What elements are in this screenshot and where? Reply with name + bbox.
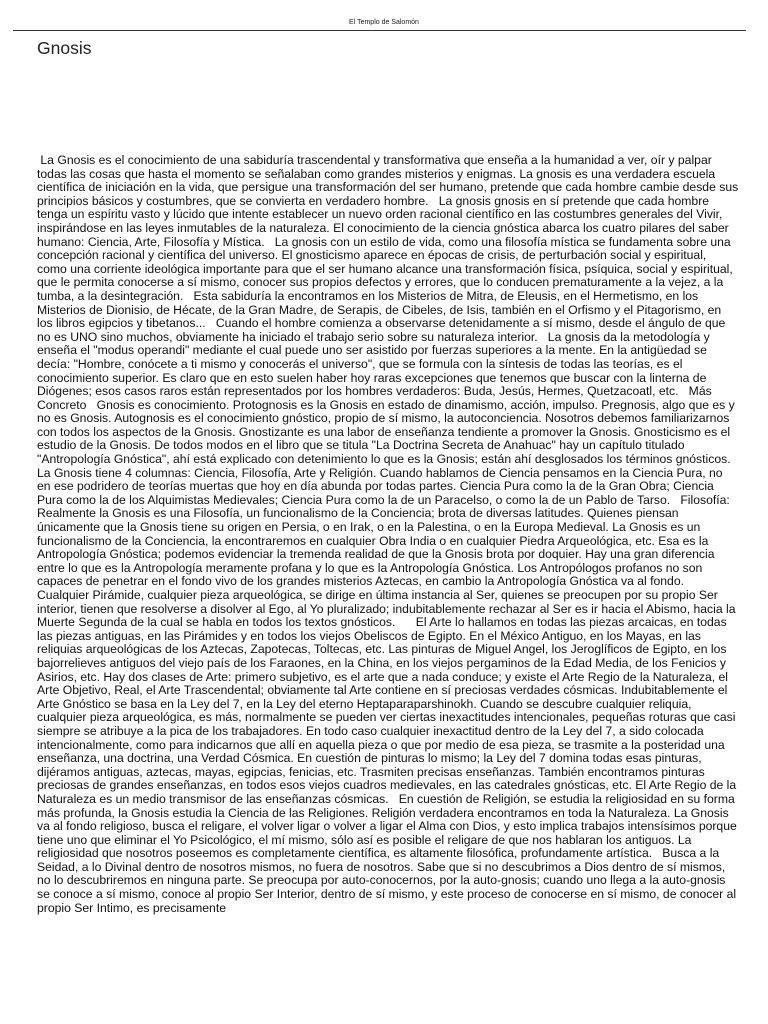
running-header: El Templo de Salomón (349, 19, 419, 26)
page-title: Gnosis (37, 38, 92, 58)
header-divider (13, 30, 746, 31)
body-text: La Gnosis es el conocimiento de una sabiduría trascendental y transformativa que enseña a la humanidad a ver, oír y palpar todas las cosas que hasta el momento se señalaban como grandes misterios y enigmas. La gnosis es una verdadera escuela científica de iniciación en la vida, que persigue una transformación del ser humano, pretende que cada hombre cambie desde sus principios básicos y costumbres, que se convierta en verdadero hombre. La gnosis gnosis en sí pretende que cada hombre tenga un espíritu vasto y lúcido que intente establecer un nuevo orden racional científico en las costumbres generales del Vivir, inspirándose en las leyes inmutables de la naturaleza. El conocimiento de la ciencia gnóstica abarca los cuatro pilares del saber humano: Ciencia, Arte, Filosofía y Mística. La gnosis con un estilo de vida, como una filosofía mística se fundamenta sobre una concepción racional y científica del universo. El gnosticismo aparece en épocas de crisis, de perturbación social y espiritual, como una corriente ideológica importante para que el ser humano alcance una transformación física, psíquica, social y espiritual, que le permita conocerse a sí mismo, conocer sus propios defectos y errores, que lo conducen prematuramente a la vejez, a la tumba, a la desintegración. Esta sabiduría la encontramos en los Misterios de Mitra, de Eleusis, en el Hermetismo, en los Misterios de Dionisio, de Hécate, de la Gran Madre, de Serapis, de Cibeles, de Isis, también en el Orfismo y el Pitagorismo, en los libros egipcios y tibetanos... Cuando el hombre comienza a observarse detenidamente a sí mismo, desde el ángulo de que no es UNO sino muchos, obviamente ha iniciado el trabajo serio sobre su naturaleza interior. La gnosis da la metodología y enseña el "modus operandi" mediante el cual puede uno ser asistido por fuerzas superiores a la mente. En la antigüedad se decía: "Hombre, conócete a ti mismo y conocerás el universo", que se formula con la síntesis de todas las teorías, es el conocimiento superior. Es claro que en esto suelen haber hoy raras excepciones que tenemos que buscar con la linterna de Diógenes; esos casos raros están representados por los hombres verdaderos: Buda, Jesús, Hermes, Quetzacoatl, etc. Más Concreto Gnosis es conocimiento. Protognosis es la Gnosis en estado de dinamismo, acción, impulso. Pregnosis, algo que es y no es Gnosis. Autognosis es el conocimiento gnóstico, propio de sí mismo, la autoconciencia. Nosotros debemos familiarizarnos con todos los aspectos de la Gnosis. Gnostizante es una labor de enseñanza tendiente a promover la Gnosis. Gnosticismo es el estudio de la Gnosis. De todos modos en el libro que se titula "La Doctrina Secreta de Anahuac" hay un capítulo titulado "Antropología Gnóstica", ahí está explicado con detenimiento lo que es la Gnosis; están ahí desglosados los términos gnósticos. La Gnosis tiene 4 columnas: Ciencia, Filosofía, Arte y Religión. Cuando hablamos de Ciencia pensamos en la Ciencia Pura, no en ese podridero de teorías muertas que hoy en día abunda por todas partes. Ciencia Pura como la de la Gran Obra; Ciencia Pura como la de los Alquimistas Medievales; Ciencia Pura como la de un Paracelso, o como la de un Pablo de Tarso. Filosofía: Realmente la Gnosis es una Filosofía, un funcionalismo de la Conciencia; brota de diversas latitudes. Quienes piensan únicamente que la Gnosis tiene su origen en Persia, o en Irak, o en la Palestina, o en la Europa Medieval. La Gnosis es un funcionalismo de la Conciencia, la encontraremos en cualquier Obra India o en cualquier Piedra Arqueológica, etc. Esa es la Antropología Gnóstica; podemos evidenciar la tremenda realidad de que la Gnosis brota por doquier. Hay una gran diferencia entre lo que es la Antropología meramente profana y lo que es la Antropología Gnóstica. Los Antropólogos profanos no son capaces de penetrar en el fondo vivo de los grandes misterios Aztecas, en cambio la Antropología Gnóstica va al fondo. Cualquier Pirámide, cualquier pieza arqueológica, se dirige en última instancia al Ser, quienes se preocupen por su propio Ser interior, tienen que resolverse a disolver al Ego, al Yo pluralizado; indubitablemente rechazar al Ser es ir hacia el Abismo, hacia la Muerte Segunda de la cual se habla en todos los textos gnósticos. El Arte lo hallamos en todas las piezas arcaicas, en todas las piezas antiguas, en las Pirámides y en todos los viejos Obeliscos de Egipto. En el México Antiguo, en los Mayas, en las reliquias arqueológicas de los Aztecas, Zapotecas, Toltecas, etc. Las pinturas de Miguel Angel, los Jeroglíficos de Egipto, en los bajorrelieves antiguos del viejo país de los Faraones, en la China, en los viejos pergaminos de la Edad Media, de los Fenicios y Asirios, etc. Hay dos clases de Arte: primero subjetivo, es el arte que a nada conduce; y existe el Arte Regio de la Naturaleza, el Arte Objetivo, Real, el Arte Trascendental; obviamente tal Arte contiene en sí preciosas verdades cósmicas. Indubitablemente el Arte Gnóstico se basa en la Ley del 7, en la Ley del eterno Heptaparaparshinokh. Cuando se descubre cualquier reliquia, cualquier pieza arqueológica, es más, normalmente se pueden ver ciertas inexactitudes intencionales, pequeñas roturas que casi siempre se atribuye a la pica de los trabajadores. En todo caso cualquier inexactitud dentro de la Ley del 7, a sido colocada intencionalmente, como para indicarnos que allí en aquella pieza o que por medio de esa pieza, se trasmite a la posteridad una enseñanza, una doctrina, una Verdad Cósmica. En cuestión de pinturas lo mismo; la Ley del 7 domina todas esas pinturas, dijéramos antiguas, aztecas, mayas, egipcias, fenicias, etc. Trasmiten precisas enseñanzas. También encontramos pinturas preciosas de grandes enseñanzas, en todos esos viejos cuadros medievales, en las catedrales gnósticas, etc. El Arte Regio de la Naturaleza es un medio transmisor de las enseñanzas cósmicas. En cuestión de Religión, se estudia la religiosidad en su forma más profunda, la Gnosis estudia la Ciencia de las Religiones. Religión verdadera encontramos en toda la Naturaleza. La Gnosis va al fondo religioso, busca el religare, el volver ligar o volver a ligar el Alma con Dios, y esto implica trabajos intensísimos porque tiene uno que eliminar el Yo Psicológico, el mí mismo, sólo así es posible el religare de que nos hablaran los antiguos. La religiosidad que nosotros poseemos es completamente científica, es altamente filosófica, profundamente artística. Busca a la Seidad, a lo Divinal dentro de nosotros mismos, no fuera de nosotros. Sabe que si no descubrimos a Dios dentro de sí mismos, no lo descubriremos en ninguna parte. Se preocupa por auto-conocernos, por la auto-gnosis; cuando uno llega a la auto-gnosis se conoce a sí mismo, conoce al propio Ser Interior, dentro de sí mismo, y este proceso de conocerse en sí mismo, de conocer al propio Ser Intimo, es precisamente (37, 153, 751, 915)
